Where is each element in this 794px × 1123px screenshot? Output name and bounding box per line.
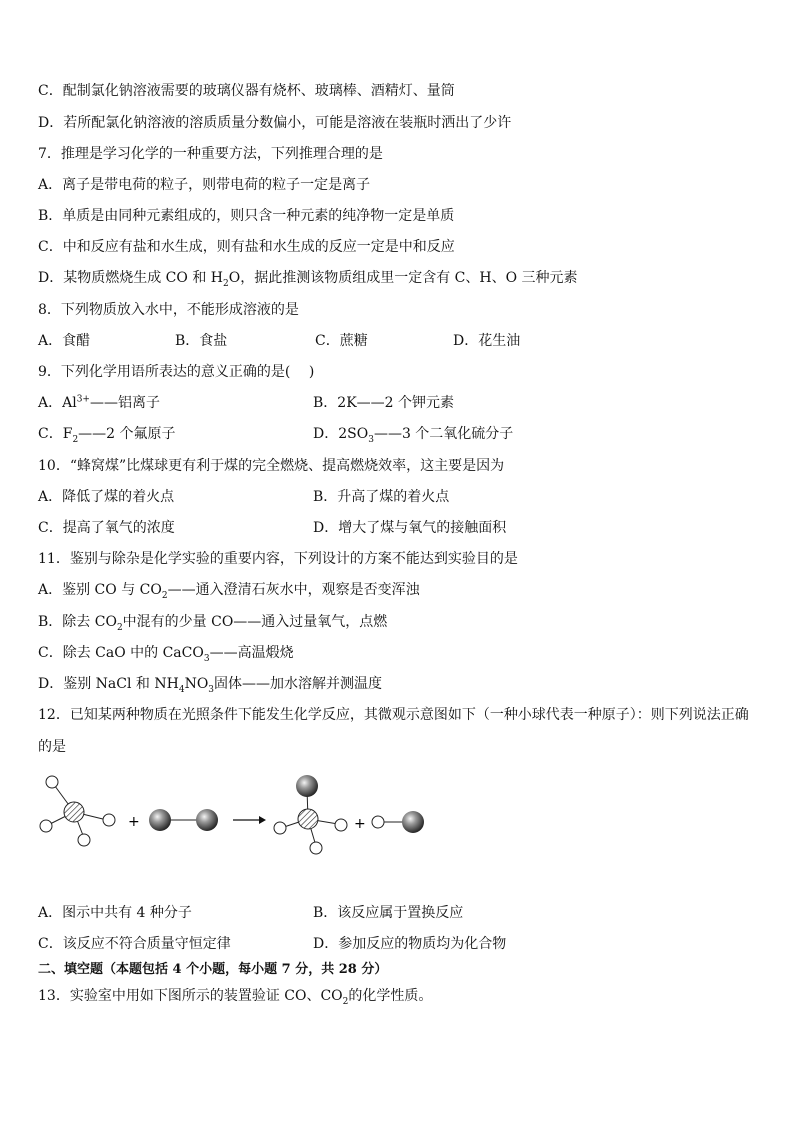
product-molecule-hcl <box>372 811 424 833</box>
q9-stem: 9．下列化学用语所表达的意义正确的是( ) <box>38 364 315 380</box>
q7-option-a: A．离子是带电荷的粒子，则带电荷的粒子一定是离子 <box>38 177 371 193</box>
q8-option-b: B．食盐 <box>175 333 228 349</box>
dark-atom <box>402 811 424 833</box>
dark-atom <box>196 809 218 831</box>
small-atom <box>274 822 286 834</box>
q11-option-a: A．鉴别 CO 与 $CO_2——$通入澄清石灰水中，观察是否变浑浊 <box>38 582 420 601</box>
q11-option-d: D．鉴别 NaCl 和 $NH_4NO_3$固体——加水溶解并测温度 <box>38 676 383 695</box>
small-atom <box>103 814 115 826</box>
q12-option-d: D．参加反应的物质均为化合物 <box>313 936 507 952</box>
reactant-molecule-ch4 <box>40 776 115 846</box>
reaction-diagram <box>30 768 450 868</box>
small-atom <box>46 776 58 788</box>
small-atom <box>40 820 52 832</box>
q10-option-d: D．增大了煤与氧气的接触面积 <box>313 520 507 536</box>
small-atom <box>372 816 384 828</box>
q6-option-d: D．若所配氯化钠溶液的溶质质量分数偏小，可能是溶液在装瓶时洒出了少许 <box>38 115 512 131</box>
q10-option-c: C．提高了氧气的浓度 <box>38 520 175 536</box>
q11-stem: 11．鉴别与除杂是化学实验的重要内容，下列设计的方案不能达到实验目的是 <box>38 551 518 567</box>
q13-stem: 13．实验室中用如下图所示的装置验证 CO、$CO_2$的化学性质。 <box>38 988 433 1007</box>
q7-option-d: D．某物质燃烧生成 CO 和 $H_2O$，据此推测该物质组成里一定含有 C、H、O 三种元素 <box>38 270 578 289</box>
dark-atom <box>149 809 171 831</box>
q10-option-b: B．升高了煤的着火点 <box>313 489 450 505</box>
q8-stem: 8．下列物质放入水中，不能形成溶液的是 <box>38 302 299 318</box>
q11-option-b: B．除去 $CO_2$中混有的少量 CO——通入过量氧气，点燃 <box>38 614 388 633</box>
dark-atom <box>296 775 318 797</box>
q6-option-c: C．配制氯化钠溶液需要的玻璃仪器有烧杯、玻璃棒、酒精灯、量筒 <box>38 83 455 99</box>
q8-option-c: C．蔗糖 <box>315 333 368 349</box>
plus-sign: + <box>128 814 140 830</box>
q9-option-a: A．$Al^{3+}——$铝离子 <box>38 394 160 411</box>
hatched-atom <box>64 802 84 822</box>
q8-option-d: D．花生油 <box>453 333 521 349</box>
q12-stem-continued: 的是 <box>38 739 66 755</box>
q10-option-a: A．降低了煤的着火点 <box>38 489 175 505</box>
reactant-molecule-cl2 <box>149 809 218 831</box>
product-molecule-ch3cl <box>274 775 347 854</box>
q7-option-b: B．单质是由同种元素组成的，则只含一种元素的纯净物一定是单质 <box>38 208 455 224</box>
small-atom <box>310 842 322 854</box>
q7-stem: 7．推理是学习化学的一种重要方法，下列推理合理的是 <box>38 146 383 162</box>
q12-option-c: C．该反应不符合质量守恒定律 <box>38 936 231 952</box>
q11-option-c: C．除去 CaO 中的 CaCO$_3$——高温煅烧 <box>38 645 294 664</box>
q12-stem: 12．已知某两种物质在光照条件下能发生化学反应，其微观示意图如下（一种小球代表一种原子）：则下列说法正确 <box>38 707 749 723</box>
q12-option-a: A．图示中共有 4 种分子 <box>38 905 192 921</box>
plus-sign: + <box>354 816 366 832</box>
small-atom <box>78 834 90 846</box>
small-atom <box>335 819 347 831</box>
q9-option-d: D．$2SO_3——3$ 个二氧化硫分子 <box>313 426 514 445</box>
q7-option-c: C．中和反应有盐和水生成，则有盐和水生成的反应一定是中和反应 <box>38 239 455 255</box>
q10-stem: 10．“蜂窝煤”比煤球更有利于煤的完全燃烧、提高燃烧效率，这主要是因为 <box>38 458 505 474</box>
reaction-arrow-icon <box>233 816 266 824</box>
q9-option-c: C．$F_2——2$ 个氟原子 <box>38 426 176 445</box>
hatched-atom <box>298 809 318 829</box>
q8-option-a: A．食醋 <box>38 333 91 349</box>
q9-option-b: B．2K——2 个钾元素 <box>313 395 455 411</box>
section-heading-fill-in: 二、填空题（本题包括 4 个小题，每小题 7 分，共 28 分） <box>38 962 388 977</box>
q12-option-b: B．该反应属于置换反应 <box>313 905 464 921</box>
